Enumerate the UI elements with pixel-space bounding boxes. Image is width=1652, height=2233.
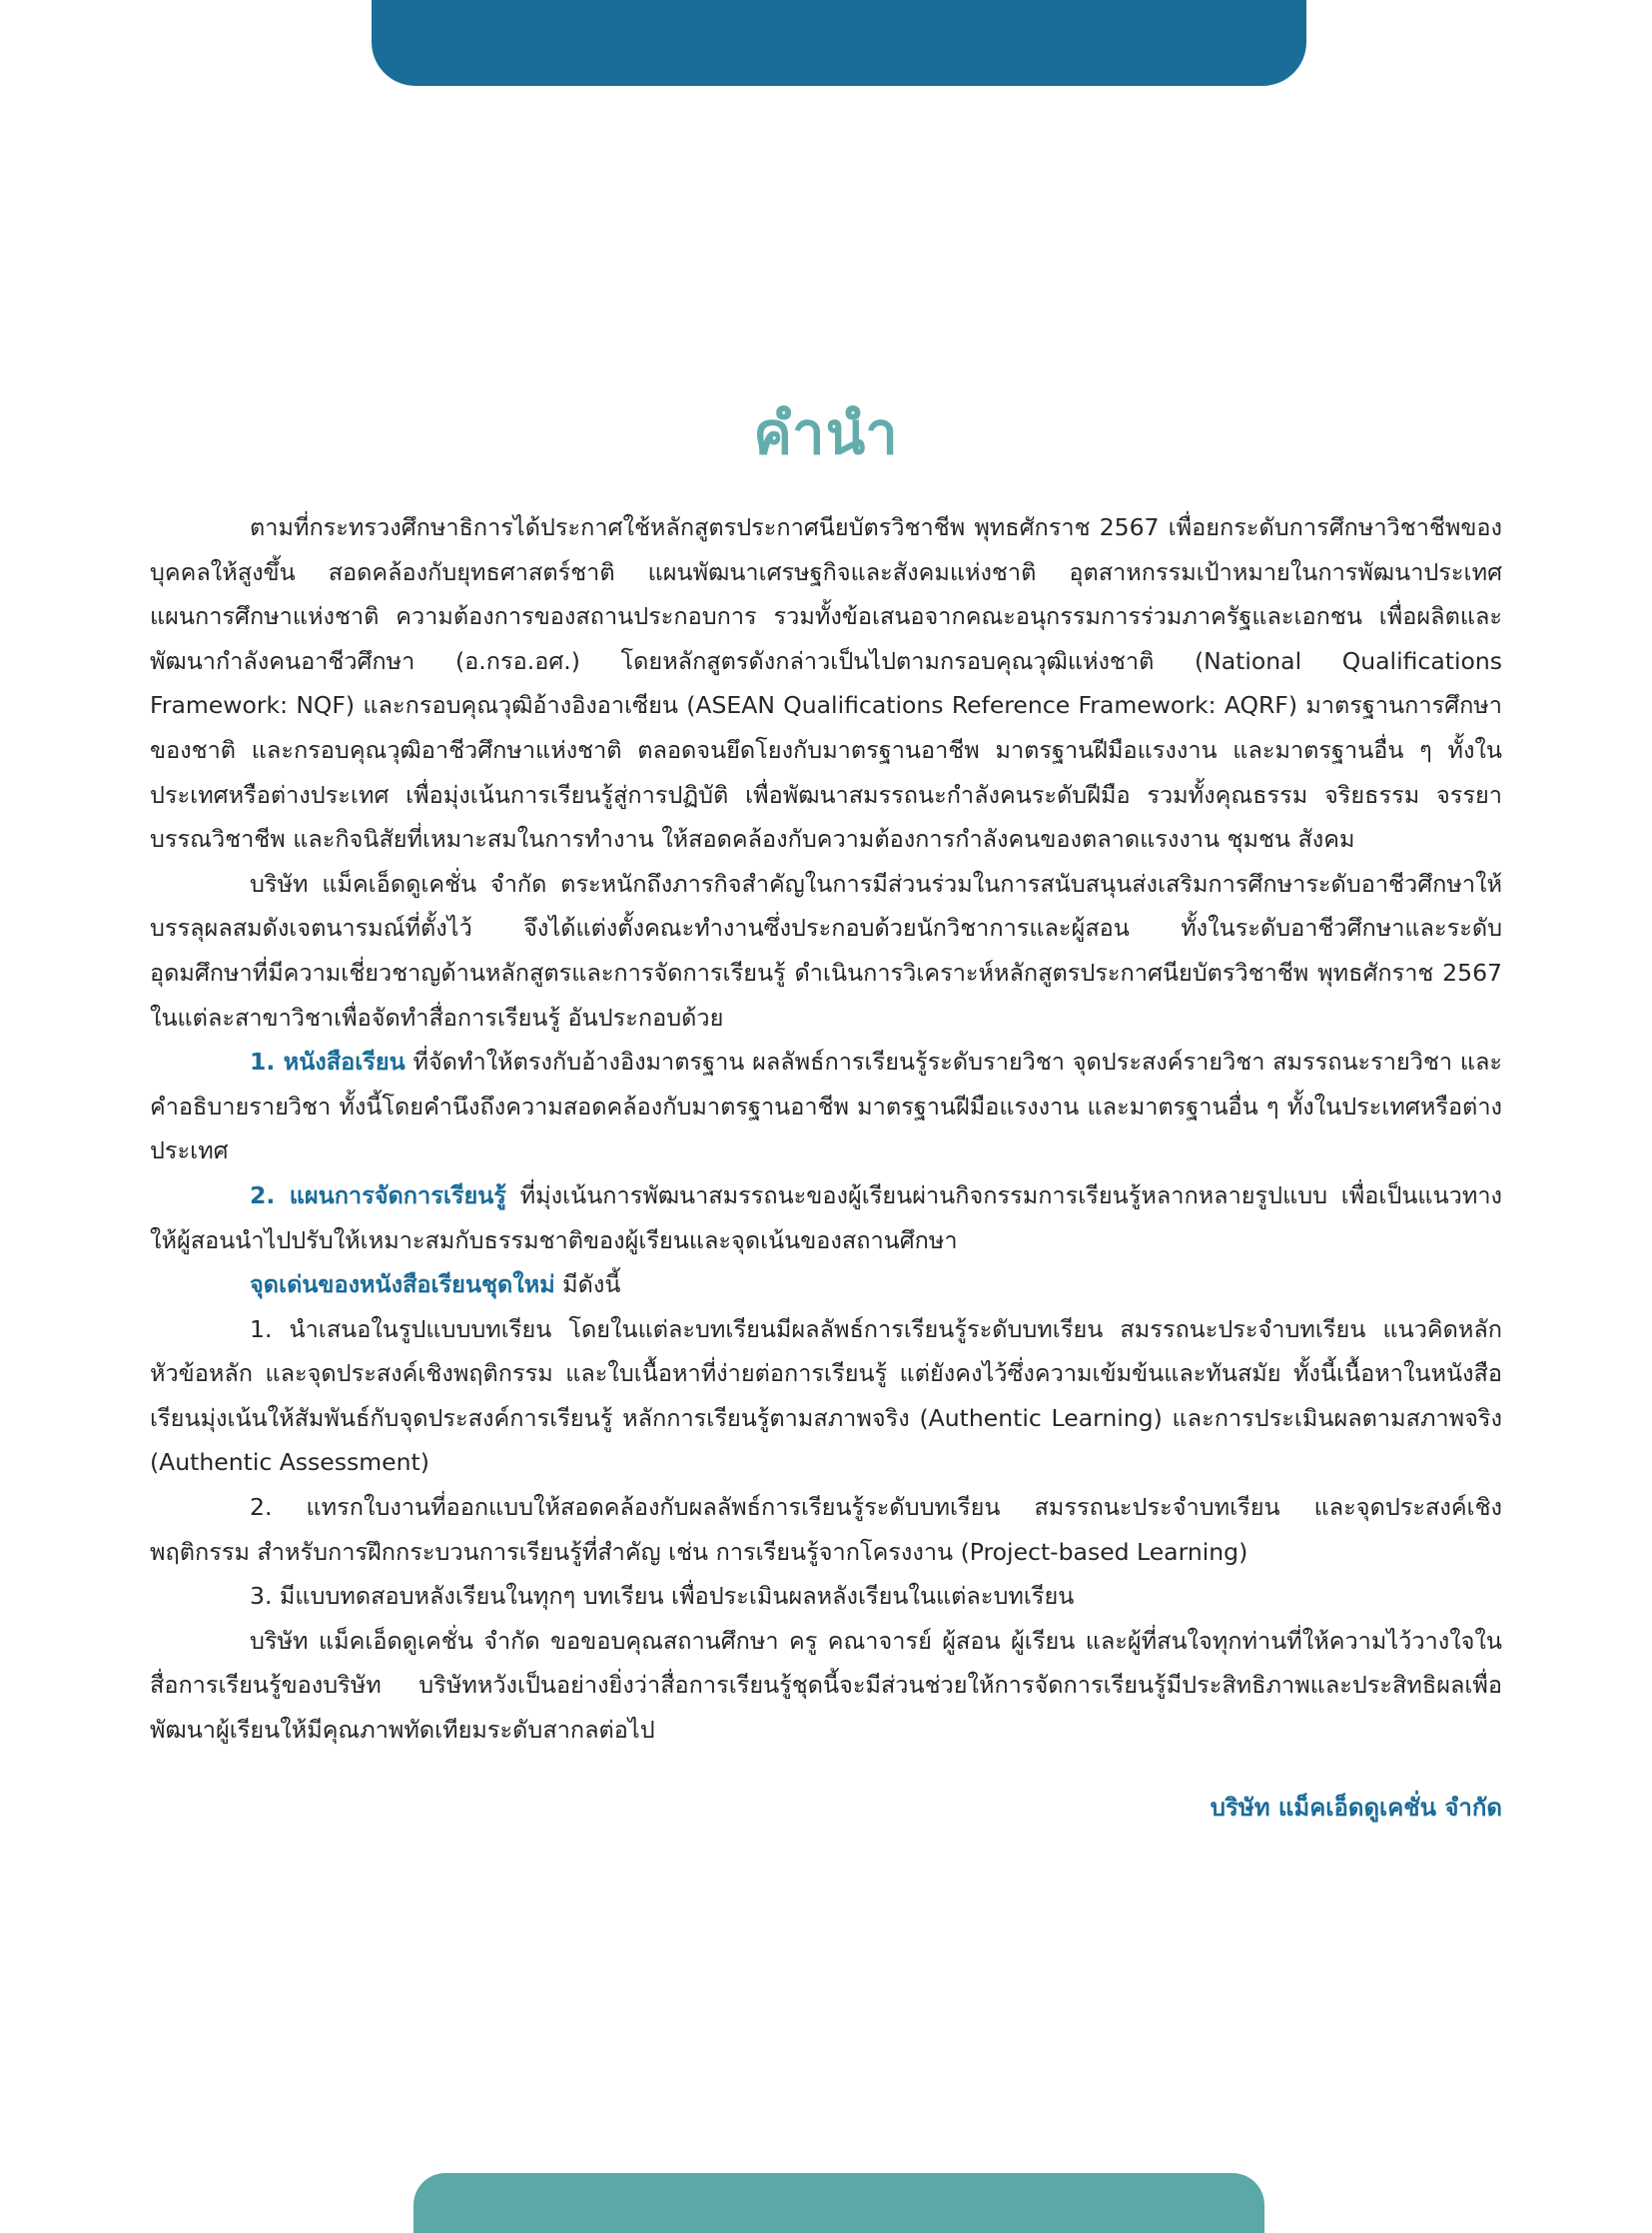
list-item-textbook-text: ที่จัดทำให้ตรงกับอ้างอิงมาตรฐาน ผลลัพธ์การเรียนรู้ระดับรายวิชา จุดประสงค์รายวิชา สมรรถนะรายวิชา และคำอธิบายรายวิชา ทั้งนี้โดยคำนึงถึงความสอดคล้องกับมาตรฐานอาชีพ มาตรฐานฝีมือแรงงาน และมาตรฐานอื่น ๆ ทั้งในประเทศหรือต่างประเทศ [150,1048,1503,1165]
highlights-heading [150,1262,1502,1307]
highlights-label: จุดเด่นของหนังสือเรียนชุดใหม่ [250,1270,555,1299]
highlight-item-1: 1. นำเสนอในรูปแบบบทเรียน โดยในแต่ละบทเรียนมีผลลัพธ์การเรียนรู้ระดับบทเรียน สมรรถนะประจำบทเรียน แนวคิดหลัก หัวข้อหลัก และจุดประสงค์เชิงพฤติกรรม และใบเนื้อหาที่ง่ายต่อการเรียนรู้ แต่ยังคงไว้ซึ่งความเข้มข้นและทันสมัย ทั้งนี้เนื้อหาในหนังสือเรียนมุ่งเน้นให้สัมพันธ์กับจุดประสงค์การเรียนรู้ หลักการเรียนรู้ตามสภาพจริง (Authentic Learning) และการประเมินผลตามสภาพจริง (Authentic Assessment) [150,1314,1502,1477]
paragraph-thanks: บริษัท แม็คเอ็ดดูเคชั่น จำกัด ขอขอบคุณสถานศึกษา ครู คณาจารย์ ผู้สอน ผู้เรียน และผู้ที่สนใจทุกท่านที่ให้ความไว้วางใจในสื่อการเรียนรู้ของบริษัท บริษัทหวังเป็นอย่างยิ่งว่าสื่อการเรียนรู้ชุดนี้จะมีส่วนช่วยให้การจัดการเรียนรู้มีประสิทธิภาพและประสิทธิผลเพื่อพัฒนาผู้เรียนให้มีคุณภาพทัดเทียมระดับสากลต่อไป [150,1626,1502,1745]
header-decoration-tab [372,0,1306,86]
highlight-item-3: 3. มีแบบทดสอบหลังเรียนในทุกๆ บทเรียน เพื่อประเมินผลหลังเรียนในแต่ละบทเรียน [250,1582,1075,1611]
list-item-textbook-label: 1. หนังสือเรียน [250,1048,406,1077]
paragraph-intro: ตามที่กระทรวงศึกษาธิการได้ประกาศใช้หลักสูตรประกาศนียบัตรวิชาชีพ พุทธศักราช 2567 เพื่อยกระดับการศึกษาวิชาชีพของบุคคลให้สูงขึ้น สอดคล้องกับยุทธศาสตร์ชาติ แผนพัฒนาเศรษฐกิจและสังคมแห่งชาติ อุตสาหกรรมเป้าหมายในการพัฒนาประเทศ แผนการศึกษาแห่งชาติ ความต้องการของสถานประกอบการ รวมทั้งข้อเสนอจากคณะอนุกรรมการร่วมภาครัฐและเอกชน เพื่อผลิตและพัฒนากำลังคนอาชีวศึกษา (อ.กรอ.อศ.) โดยหลักสูตรดังกล่าวเป็นไปตามกรอบคุณวุฒิแห่งชาติ (National Qualifications Framework: NQF) และกรอบคุณวุฒิอ้างอิงอาเซียน (ASEAN Qualifications Reference Framework: AQRF) มาตรฐานการศึกษาของชาติ และกรอบคุณวุฒิอาชีวศึกษาแห่งชาติ ตลอดจนยึดโยงกับมาตรฐานอาชีพ มาตรฐานฝีมือแรงงาน และมาตรฐานอื่น ๆ ทั้งในประเทศหรือต่างประเทศ เพื่อมุ่งเน้นการเรียนรู้สู่การปฏิบัติ เพื่อพัฒนาสมรรถนะกำลังคนระดับฝีมือ รวมทั้งคุณธรรม จริยธรรม จรรยาบรรณวิชาชีพ และกิจนิสัยที่เหมาะสมในการทำงาน ให้สอดคล้องกับความต้องการกำลังคนของตลาดแรงงาน ชุมชน สังคม [150,513,1502,854]
list-item-textbook [150,1040,1502,1173]
list-item-lesson-plan [150,1173,1502,1262]
highlights-intro-text: มีดังนี้ [554,1270,621,1299]
highlight-item-2: 2. แทรกใบงานที่ออกแบบให้สอดคล้องกับผลลัพธ์การเรียนรู้ระดับบทเรียน สมรรถนะประจำบทเรียน และจุดประสงค์เชิงพฤติกรรม สำหรับการฝึกกระบวนการเรียนรู้ที่สำคัญ เช่น การเรียนรู้จากโครงงาน (Project-based Learning) [150,1493,1502,1566]
company-signature: บริษัท แม็คเอ็ดดูเคชั่น จำกัด [1210,1794,1502,1822]
list-item-lesson-plan-text: ที่มุ่งเน้นการพัฒนาสมรรถนะของผู้เรียนผ่านกิจกรรมการเรียนรู้หลากหลายรูปแบบ เพื่อเป็นแนวทางให้ผู้สอนนำไปปรับให้เหมาะสมกับธรรมชาติของผู้เรียนและจุดเน้นของสถานศึกษา [150,1180,1502,1254]
footer-decoration-tab [413,2173,1264,2233]
list-item-lesson-plan-label: 2. แผนการจัดการเรียนรู้ [250,1180,506,1209]
preface-body [150,505,1502,1753]
page-title: คำนำ [753,398,899,467]
paragraph-company: บริษัท แม็คเอ็ดดูเคชั่น จำกัด ตระหนักถึงภารกิจสำคัญในการมีส่วนร่วมในการสนับสนุนส่งเสริมการศึกษาระดับอาชีวศึกษาให้บรรลุผลสมดังเจตนารมณ์ที่ตั้งไว้ จึงได้แต่งตั้งคณะทำงานซึ่งประกอบด้วยนักวิชาการและผู้สอน ทั้งในระดับอาชีวศึกษาและระดับอุดมศึกษาที่มีความเชี่ยวชาญด้านหลักสูตรและการจัดการเรียนรู้ ดำเนินการวิเคราะห์หลักสูตรประกาศนียบัตรวิชาชีพ พุทธศักราช 2567 ในแต่ละสาขาวิชาเพื่อจัดทำสื่อการเรียนรู้ อันประกอบด้วย [150,869,1502,1032]
